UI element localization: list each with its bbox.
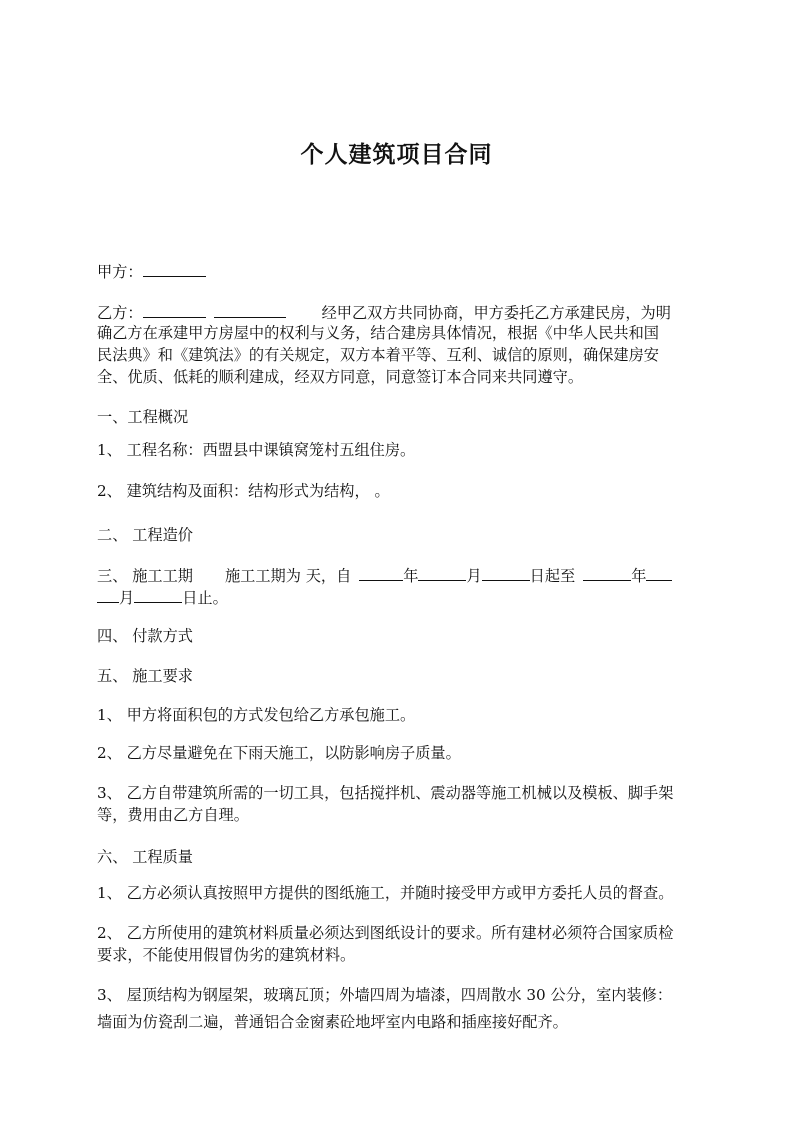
section-5-item-3-line-1: 3、 乙方自带建筑所需的一切工具，包括搅拌机、震动器等施工机械以及模板、脚手架 bbox=[97, 784, 674, 802]
section-5-item-1: 1、 甲方将面积包的方式发包给乙方承包施工。 bbox=[97, 706, 416, 724]
section-1-heading: 一、工程概况 bbox=[97, 408, 189, 426]
section-1-item-2: 2、 建筑结构及面积：结构形式为结构， 。 bbox=[97, 482, 390, 500]
end-month-blank-b bbox=[97, 588, 119, 603]
party-b-blank-1 bbox=[143, 303, 206, 318]
section-6-item-2-line-1: 2、 乙方所使用的建筑材料质量必须达到图纸设计的要求。所有建材必须符合国家质检 bbox=[97, 924, 674, 942]
end-day-blank bbox=[134, 588, 182, 603]
start-year-blank bbox=[359, 566, 403, 581]
end-month-word: 月 bbox=[119, 589, 135, 607]
intro-line-1: 经甲乙双方共同协商，甲方委托乙方承建民房，为明 bbox=[321, 304, 671, 322]
intro-line-3: 民法典》和《建筑法》的有关规定，双方本着平等、互利、诚信的原则，确保建房安 bbox=[97, 346, 659, 364]
party-a-blank bbox=[143, 262, 206, 277]
party-b-line bbox=[97, 303, 671, 322]
end-year-blank bbox=[583, 566, 631, 581]
section-3-text: 施工工期为 天，自 bbox=[224, 567, 352, 585]
section-6-item-1: 1、 乙方必须认真按照甲方提供的图纸施工，并随时接受甲方或甲方委托人员的督查。 bbox=[97, 884, 674, 902]
end-day-word: 日止。 bbox=[182, 589, 228, 607]
section-3-prefix: 三、 施工工期 bbox=[97, 567, 193, 585]
intro-line-2: 确乙方在承建甲方房屋中的权利与义务，结合建房具体情况，根据《中华人民共和国 bbox=[97, 324, 659, 342]
intro-line-4: 全、优质、低耗的顺利建成，经双方同意，同意签订本合同来共同遵守。 bbox=[97, 368, 583, 386]
end-month-blank-a bbox=[646, 566, 672, 581]
party-b-blank-2 bbox=[214, 303, 286, 318]
party-b-label: 乙方： bbox=[97, 304, 143, 322]
section-6-item-2-line-2: 要求，不能使用假冒伪劣的建筑材料。 bbox=[97, 946, 356, 964]
start-day-word: 日起至 bbox=[529, 567, 576, 585]
section-6-heading: 六、 工程质量 bbox=[97, 848, 193, 866]
document-title: 个人建筑项目合同 bbox=[300, 142, 493, 168]
section-4-heading: 四、 付款方式 bbox=[97, 627, 193, 645]
end-year-word: 年 bbox=[631, 567, 647, 585]
section-5-item-2: 2、 乙方尽量避免在下雨天施工，以防影响房子质量。 bbox=[97, 744, 461, 762]
section-2-heading: 二、 工程造价 bbox=[97, 526, 193, 544]
start-month-word: 月 bbox=[466, 567, 482, 585]
section-6-item-3-line-2: 墙面为仿瓷刮二遍，普通铝合金窗素砼地坪室内电路和插座接好配齐。 bbox=[97, 1013, 568, 1031]
party-a-label: 甲方： bbox=[97, 263, 143, 281]
section-5-item-3-line-2: 等，费用由乙方自理。 bbox=[97, 806, 249, 824]
start-month-blank bbox=[418, 566, 466, 581]
section-3-line-1 bbox=[97, 566, 672, 585]
section-5-heading: 五、 施工要求 bbox=[97, 667, 193, 685]
section-3-line-2 bbox=[97, 588, 228, 607]
section-1-item-1: 1、 工程名称：西盟县中课镇窝笼村五组住房。 bbox=[97, 441, 416, 459]
party-a-line bbox=[97, 262, 206, 281]
start-day-blank bbox=[482, 566, 530, 581]
start-year-word: 年 bbox=[403, 567, 419, 585]
section-6-item-3-line-1: 3、 屋顶结构为钢屋架，玻璃瓦顶；外墙四周为墙漆，四周散水 30 公分，室内装修： bbox=[97, 986, 673, 1004]
